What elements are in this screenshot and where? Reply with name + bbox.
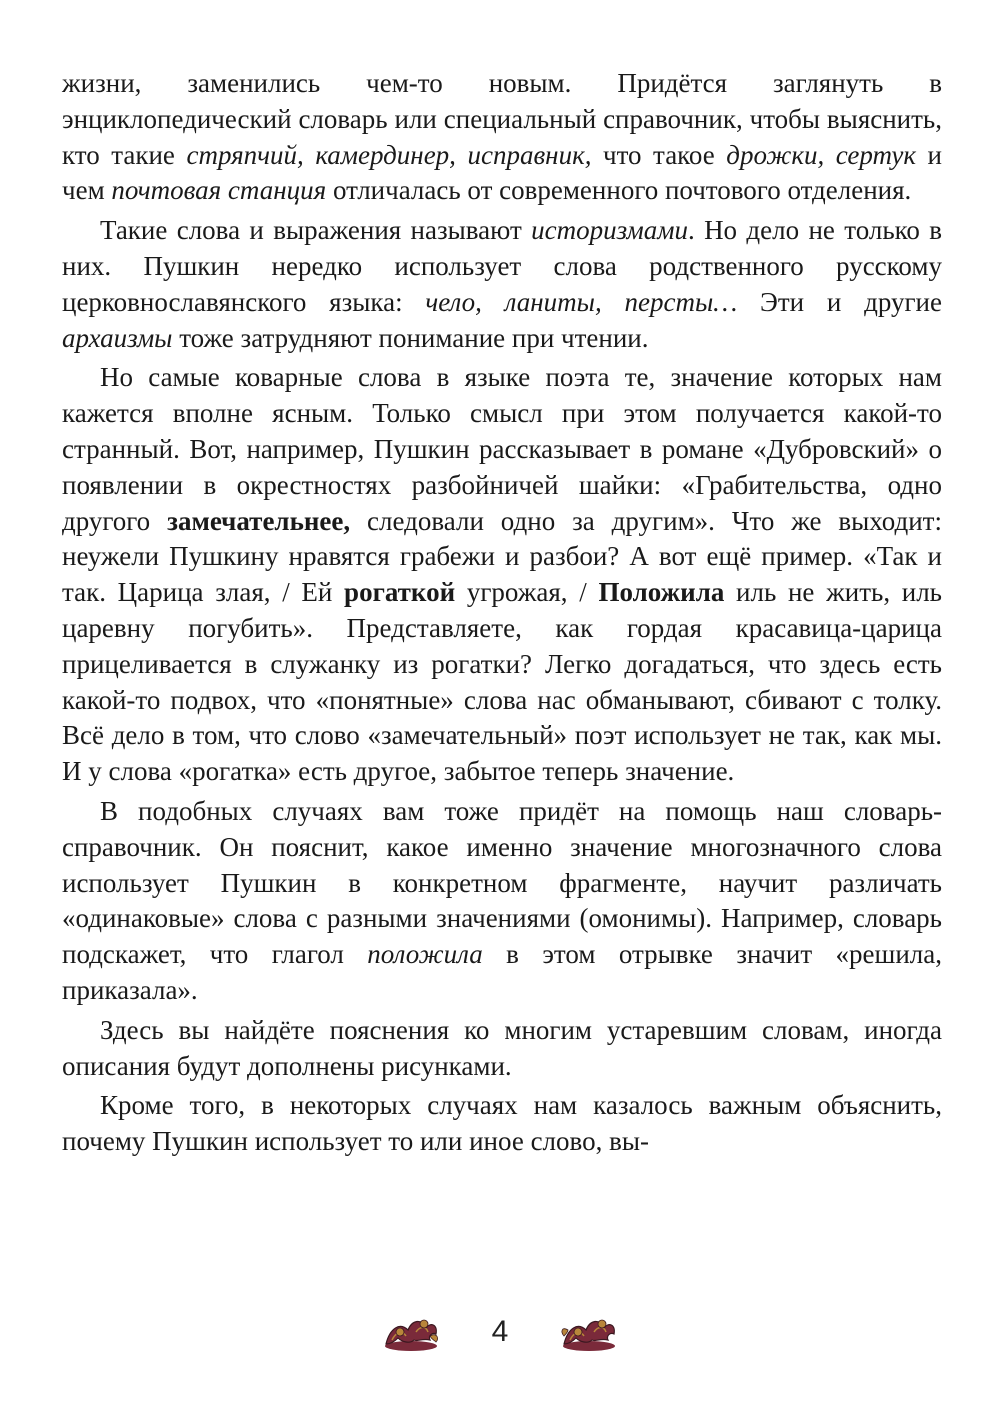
text-run: Эти и другие bbox=[737, 286, 942, 317]
paragraph bbox=[62, 1088, 942, 1160]
body-text bbox=[62, 66, 942, 1160]
paragraph bbox=[62, 794, 942, 1009]
bold-term: замечательнее, bbox=[167, 505, 351, 536]
paragraph bbox=[62, 213, 942, 356]
text-run: иль не жить, иль царевну погубить». Представляете, как гордая красавица-царица прицеливается в служанку из рогатки? Легко догадаться, что здесь есть какой-то подвох, что «понятные» слова нас обманывают, сбивают с толку. Всё дело в том, что слово «замечательный» поэт использует не так, как мы. И у слова «рогатка» есть другое, забытое теперь значение. bbox=[62, 577, 942, 787]
text-run: следовали одно за другим». Что же выходит: неужели Пушкину нравятся грабежи и разбои? А вот ещё пример. «Так и так. Царица злая, / Ей bbox=[62, 505, 942, 608]
floral-ornament-icon bbox=[556, 1310, 622, 1354]
bold-term: Положила bbox=[598, 577, 725, 608]
page-number: 4 bbox=[491, 1315, 509, 1348]
paragraph bbox=[62, 360, 942, 790]
italic-term: историзмами bbox=[531, 215, 688, 246]
text-run: в этом отрывке значит «решила, приказала». bbox=[62, 939, 942, 1005]
bold-term: рогаткой bbox=[344, 577, 456, 608]
text-run: жизни, заменились чем-то новым. Придётся заглянуть в энциклопедический словарь или специальный справочник, чтобы выяснить, кто такие bbox=[62, 68, 942, 170]
page-footer bbox=[0, 1302, 1000, 1362]
text-run: Кроме того, в некоторых случаях нам казалось важным объяснить, почему Пушкин использует то или иное слово, вы- bbox=[62, 1090, 942, 1157]
paragraph bbox=[62, 1013, 942, 1085]
italic-term: почтовая станция bbox=[111, 175, 327, 206]
italic-term: архаизмы bbox=[62, 322, 173, 353]
text-run: что такое bbox=[591, 139, 727, 170]
text-run: Здесь вы найдёте пояснения ко многим устаревшим словам, иногда описания будут дополнены рисунками. bbox=[62, 1014, 942, 1081]
italic-term: чело, ланиты, персты… bbox=[425, 286, 738, 317]
text-run: и чем bbox=[62, 139, 943, 206]
italic-term: стряпчий, камердинер, исправник, bbox=[186, 139, 592, 170]
text-run: угрожая, / bbox=[455, 577, 599, 608]
text-run: Но самые коварные слова в языке поэта те, значение которых нам кажется вполне ясным. Только смысл при этом получается какой-то странный. Вот, например, Пушкин рассказывает в романе «Дубровский» о появлении в окрестностях разбойничей шайки: «Грабительства, одно другого bbox=[62, 362, 942, 536]
text-run: В подобных случаях вам тоже придёт на помощь наш словарь-справочник. Он пояснит, какое именно значение многозначного слова использует Пушкин в конкретном фрагменте, научит различать «одинаковые» слова с разными значениями (омонимы). Например, словарь подскажет, что глагол bbox=[62, 795, 942, 970]
text-run: . Но дело не только в них. Пушкин нередко использует слова родственного русскому церковнославянского языка: bbox=[62, 215, 942, 317]
text-run: Такие слова и выражения называют bbox=[100, 215, 532, 246]
text-run: тоже затрудняют понимание при чтении. bbox=[172, 322, 649, 353]
italic-term: дрожки, сертук bbox=[726, 139, 917, 170]
floral-ornament-icon bbox=[378, 1310, 444, 1354]
text-run: отличалась от современного почтового отделения. bbox=[326, 175, 912, 206]
paragraph bbox=[62, 66, 942, 209]
italic-term: положила bbox=[367, 939, 483, 970]
